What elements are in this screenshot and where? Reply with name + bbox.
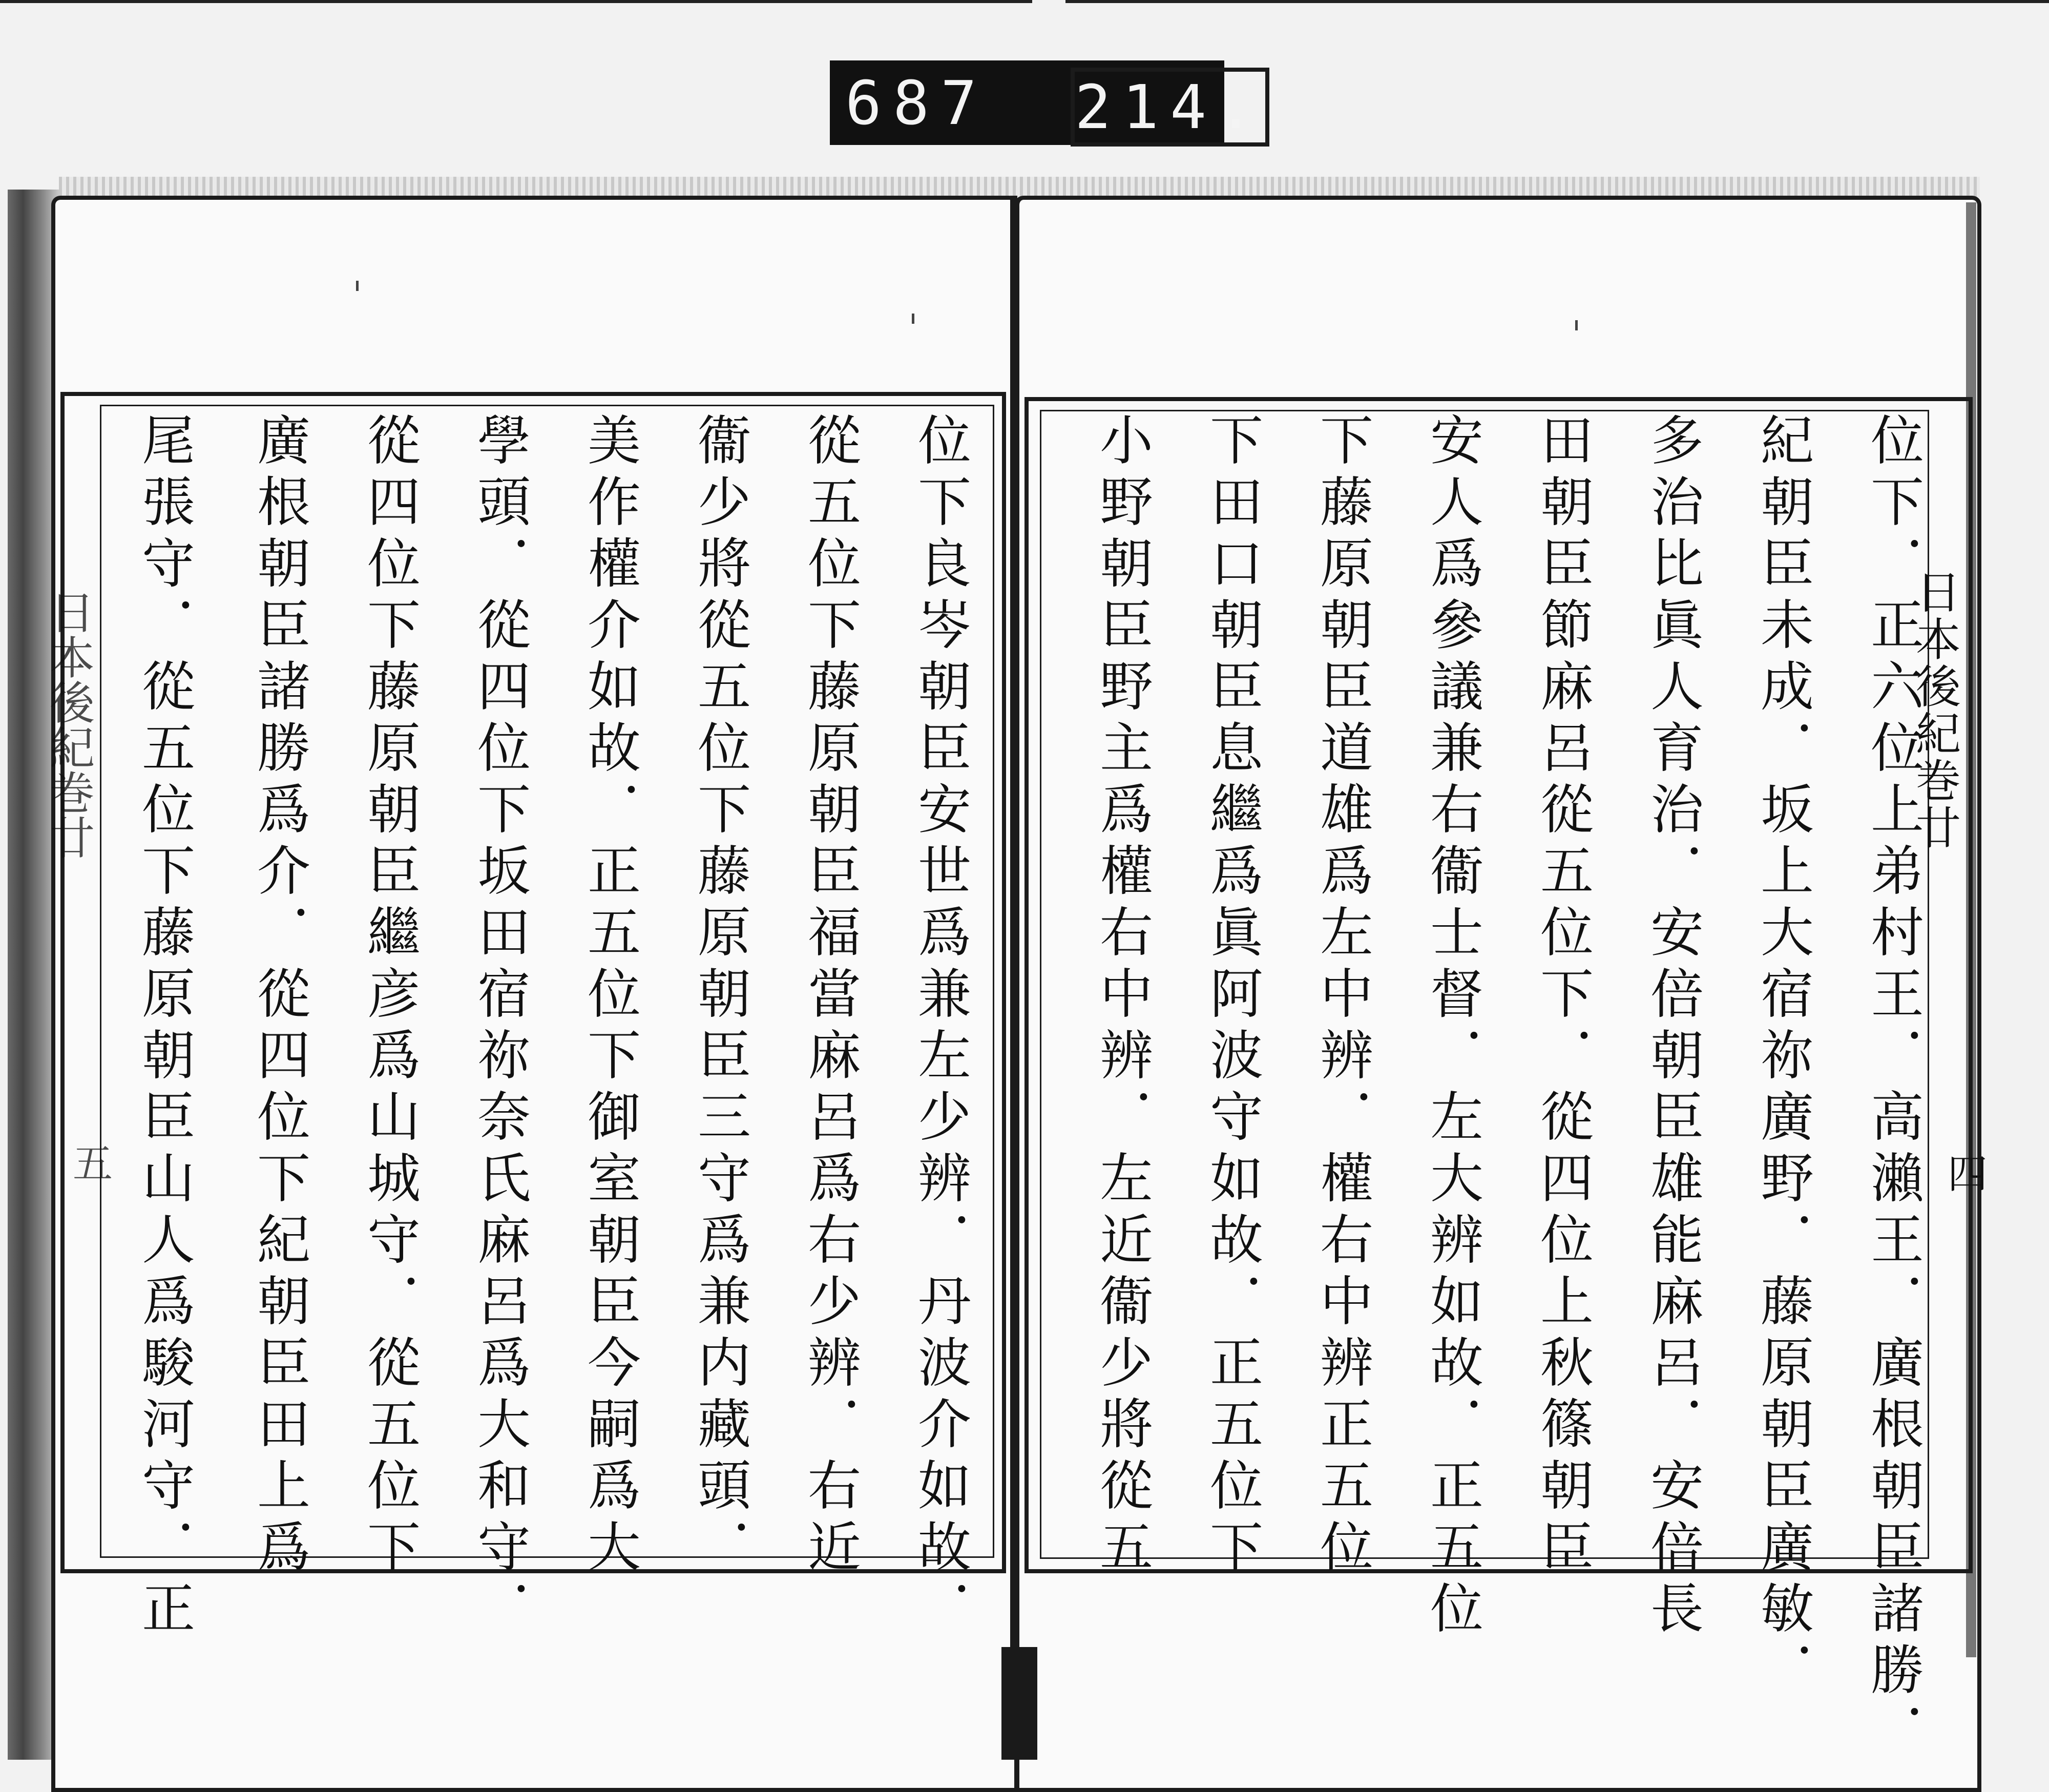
right-column-3: 多治比眞人育治．安倍朝臣雄能麻呂．安倍長 bbox=[1641, 412, 1704, 1642]
left-column-7: 廣根朝臣諸勝爲介．從四位下紀朝臣田上爲 bbox=[248, 412, 310, 1580]
left-column-8: 尾張守．從五位下藤原朝臣山人爲駿河守．正 bbox=[133, 412, 195, 1642]
right-column-2: 紀朝臣未成．坂上大宿祢廣野．藤原朝臣廣敏． bbox=[1751, 412, 1814, 1703]
right-column-5: 安人爲參議兼右衞士督．左大辨如故．正五位 bbox=[1421, 412, 1483, 1642]
top-border-right bbox=[1065, 0, 2049, 3]
left-page-number: 五 bbox=[66, 1142, 112, 1182]
left-column-5: 學頭．從四位下坂田宿祢奈氏麻呂爲大和守． bbox=[468, 412, 531, 1642]
reel-number: 687 bbox=[845, 68, 989, 138]
left-column-1: 位下良岑朝臣安世爲兼左少辨．丹波介如故． bbox=[909, 412, 971, 1642]
left-column-3: 衞少將從五位下藤原朝臣三守爲兼内藏頭． bbox=[688, 412, 751, 1580]
scan-speck bbox=[356, 281, 359, 291]
center-fold bbox=[1010, 196, 1017, 1760]
top-border-left bbox=[0, 0, 1032, 3]
left-column-2: 從五位下藤原朝臣福當麻呂爲右少辨．右近 bbox=[799, 412, 861, 1580]
right-column-7: 下田口朝臣息繼爲眞阿波守如故．正五位下 bbox=[1201, 412, 1263, 1580]
right-column-1: 位下．正六位上弟村王．高瀨王．廣根朝臣諸勝． bbox=[1862, 412, 1924, 1765]
scan-speck bbox=[1575, 320, 1578, 330]
right-column-4: 田朝臣節麻呂從五位下．從四位上秋篠朝臣 bbox=[1531, 412, 1594, 1580]
microfilm-label-plate bbox=[830, 60, 1266, 145]
left-running-title: 日本後紀巻廿 bbox=[43, 589, 95, 860]
scan-speck bbox=[912, 314, 914, 324]
scan-noise bbox=[59, 177, 1980, 197]
left-column-4: 美作權介如故．正五位下御室朝臣今嗣爲大 bbox=[578, 412, 641, 1580]
left-column-6: 從四位下藤原朝臣繼彦爲山城守．從五位下 bbox=[358, 412, 421, 1580]
right-column-8: 小野朝臣野主爲權右中辨．左近衞少將從五 bbox=[1091, 412, 1153, 1580]
binding-clip bbox=[1001, 1647, 1037, 1760]
right-column-6: 下藤原朝臣道雄爲左中辨．權右中辨正五位 bbox=[1311, 412, 1373, 1580]
right-page-number: 四 bbox=[1941, 1153, 1987, 1193]
right-running-title: 日本後紀巻廿 bbox=[1909, 569, 1961, 851]
frame-number: 214. bbox=[1071, 68, 1269, 147]
